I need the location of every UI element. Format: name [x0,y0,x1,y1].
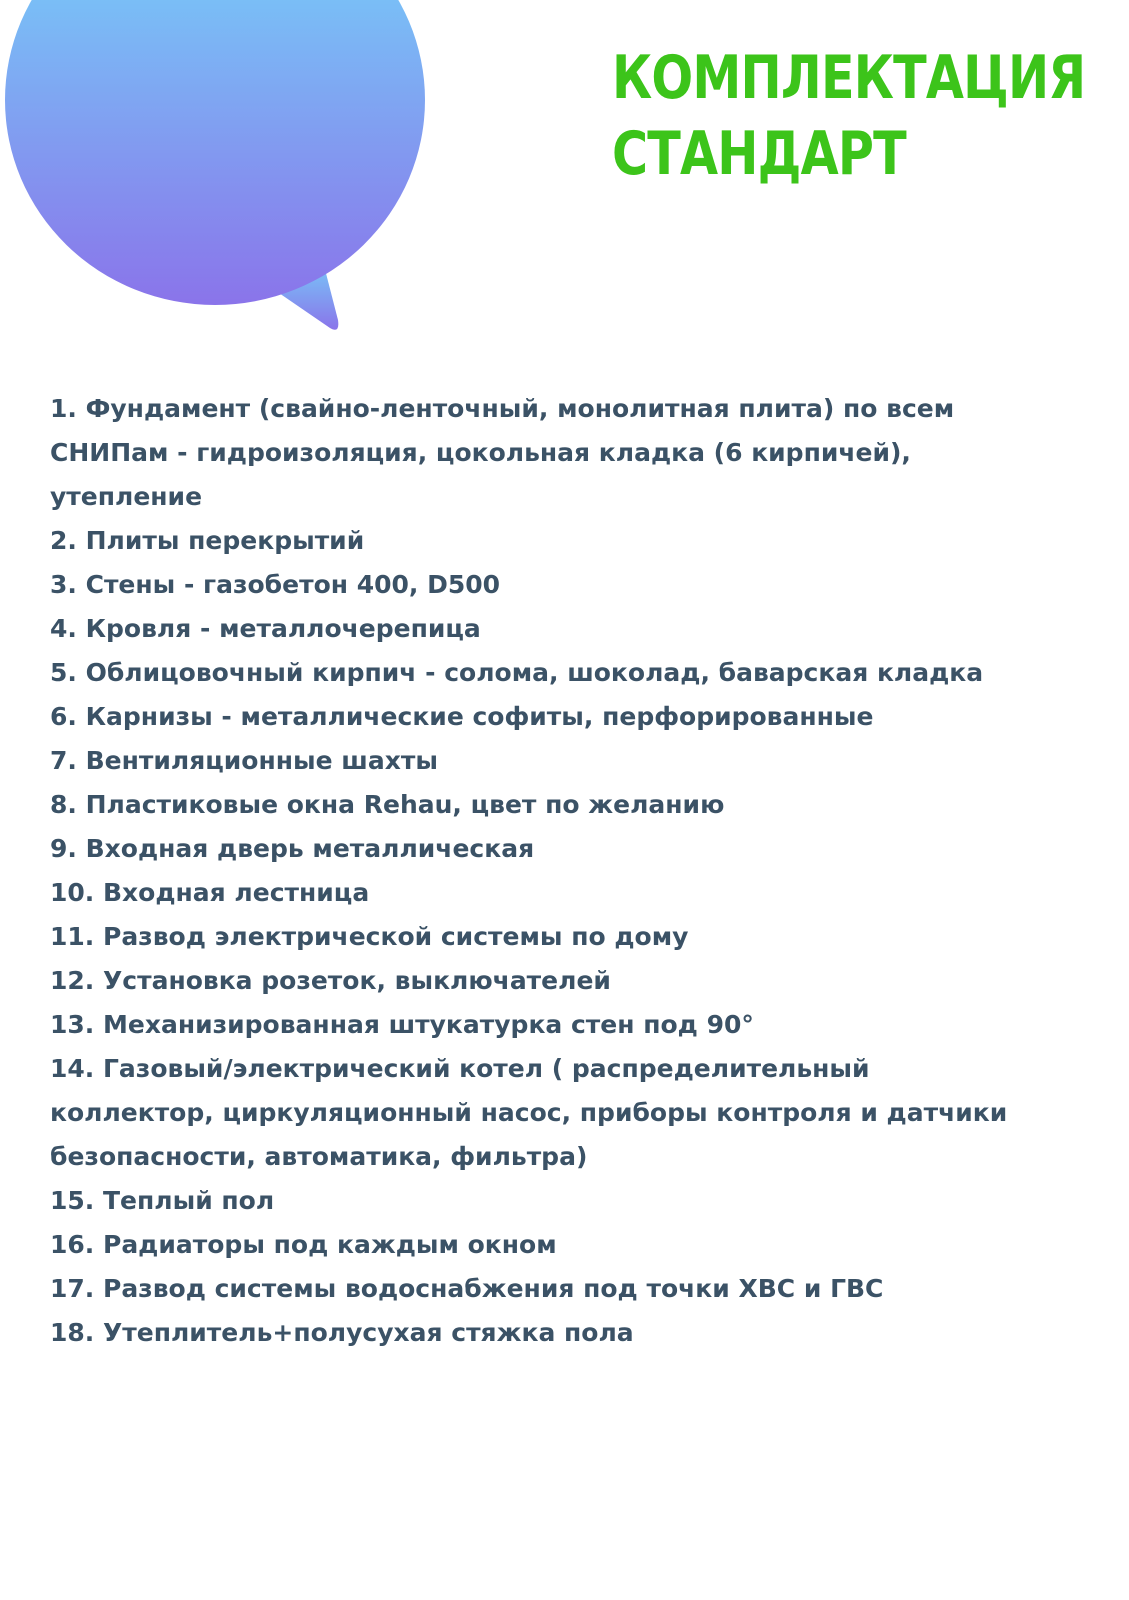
list-line: 1. Фундамент (свайно-ленточный, монолитная плита) по всем [50,394,955,423]
list-line: 15. Теплый пол [50,1186,275,1215]
list-line: 7. Вентиляционные шахты [50,746,438,775]
list-line: 10. Входная лестница [50,878,370,907]
list-line: 13. Механизированная штукатурка стен под 90° [50,1010,754,1039]
list-line: 17. Развод системы водоснабжения под точки ХВС и ГВС [50,1274,884,1303]
title-line-1: КОМПЛЕКТАЦИЯ [612,43,1086,113]
title-line-2: СТАНДАРТ [612,119,906,189]
list-line: СНИПам - гидроизоляция, цокольная кладка (6 кирпичей), [50,438,911,467]
list-line: 9. Входная дверь металлическая [50,834,535,863]
equipment-list [50,387,1110,1355]
list-line: 2. Плиты перекрытий [50,526,365,555]
page-title [612,40,1085,192]
list-line: 12. Установка розеток, выключателей [50,966,611,995]
list-line: 5. Облицовочный кирпич - солома, шоколад, баварская кладка [50,658,984,687]
list-line: 6. Карнизы - металлические софиты, перфорированные [50,702,874,731]
list-line: безопасности, автоматика, фильтра) [50,1142,588,1171]
list-line: коллектор, циркуляционный насос, приборы контроля и датчики [50,1098,1008,1127]
list-line: 8. Пластиковые окна Rehau, цвет по желанию [50,790,725,819]
list-line: 14. Газовый/электрический котел ( распределительный [50,1054,870,1083]
list-line: 16. Радиаторы под каждым окном [50,1230,557,1259]
list-line: 18. Утеплитель+полусухая стяжка пола [50,1318,634,1347]
list-line: утепление [50,482,203,511]
list-line: 11. Развод электрической системы по дому [50,922,689,951]
list-line: 3. Стены - газобетон 400, D500 [50,570,501,599]
list-line: 4. Кровля - металлочерепица [50,614,481,643]
speech-bubble-icon [0,0,440,340]
